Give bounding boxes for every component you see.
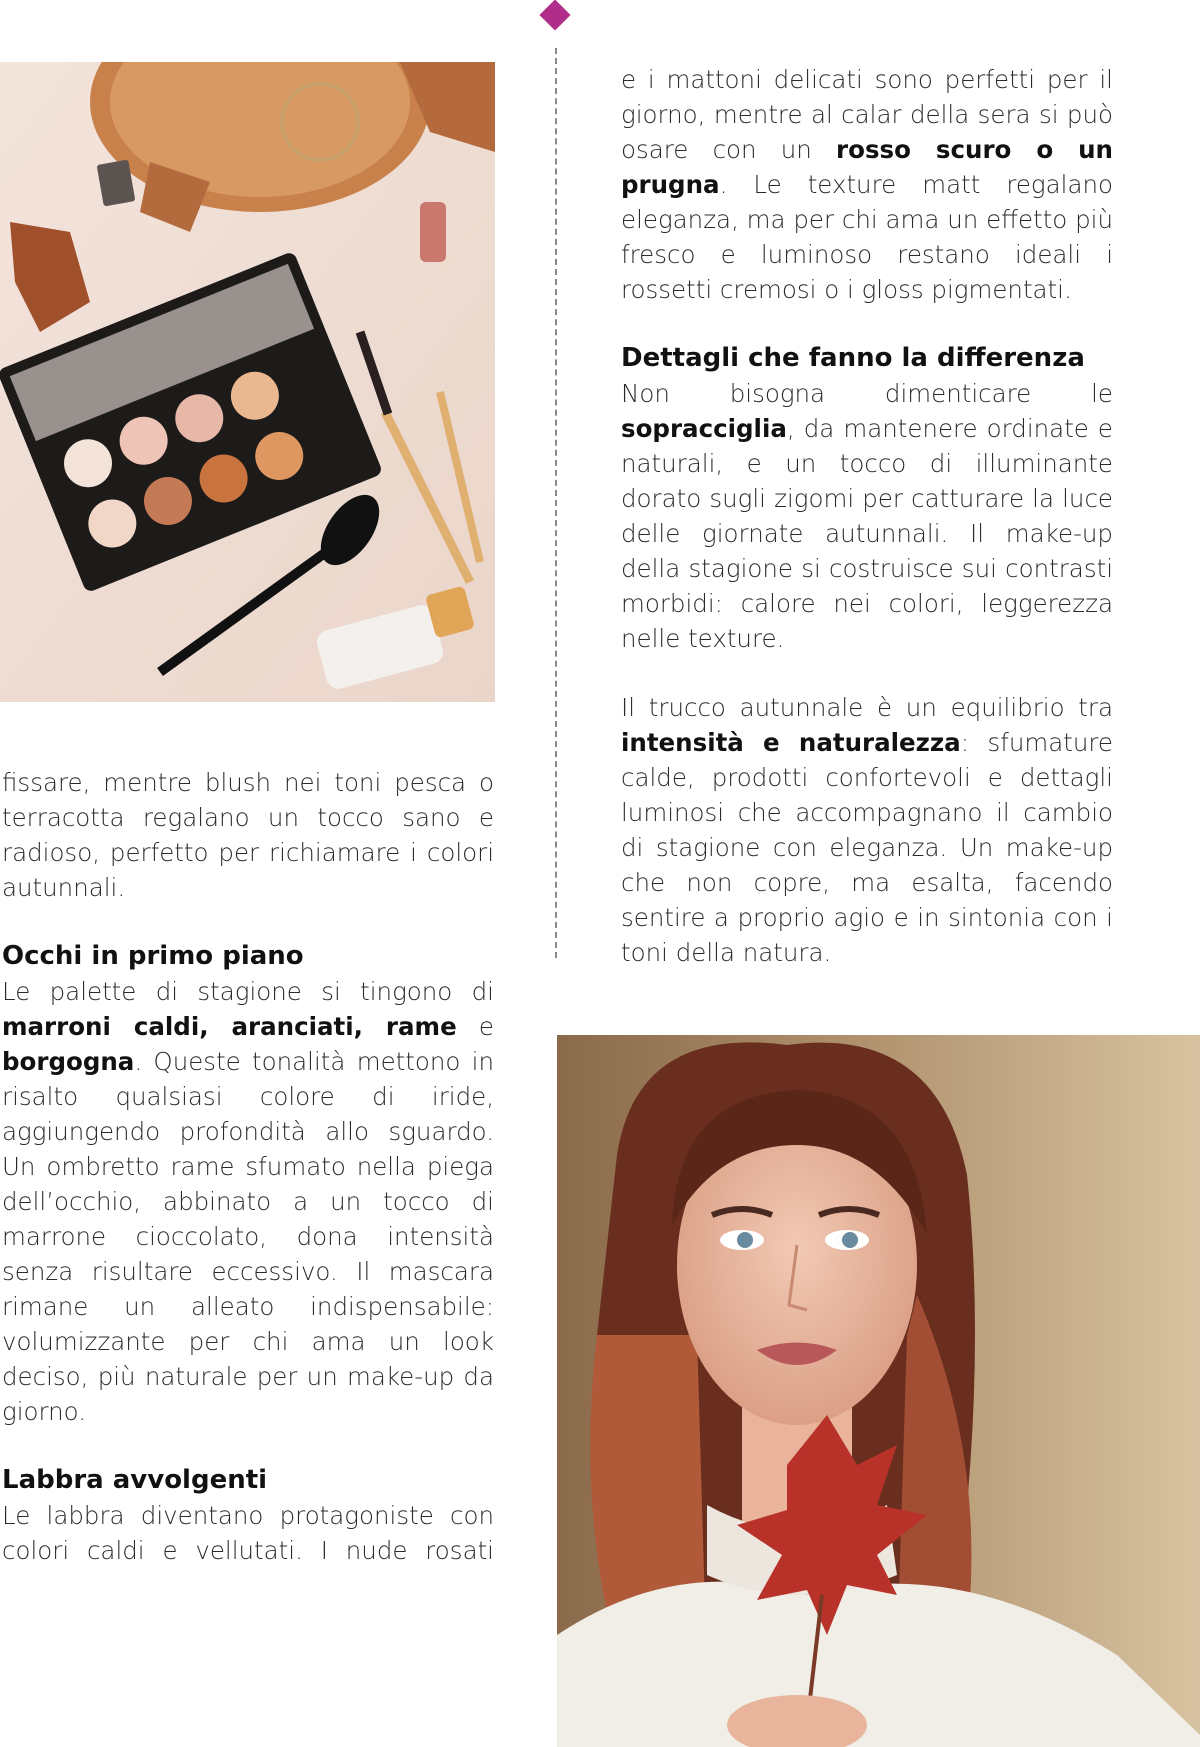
decorative-diamond-icon [539,0,570,31]
intro-paragraph: fissare, mentre blush nei toni pesca o terracotta regalano un tocco sano e radioso, perfetto per richiamare i colori autunnali. [2,768,494,902]
lips-paragraph: Le labbra diventano protagoniste con colori caldi e vellutati. I nude rosati [2,1501,494,1565]
conclusion-paragraph: Il trucco autunnale è un equilibrio tra intensità e naturalezza: sfumature calde, prodotti confortevoli e dettagli luminosi che accompagnano il cambio di stagione con eleganza. Un make-up che non copre, ma esalta, facendo sentire a proprio agio e in sintonia con i toni della natura. [621,693,1113,967]
eyes-paragraph: Le palette di stagione si tingono di marroni caldi, aranciati, rame e borgogna. Queste tonalità mettono in risalto qualsiasi colore di iride, aggiungendo profondità allo sguardo. Un ombretto rame sfumato nella piega dell’occhio, abbinato a un tocco di marrone cioccolato, dona intensità senza risultare eccessivo. Il mascara rimane un alleato indispensabile: volumizzante per chi ama un look deciso, più naturale per un make-up da giorno. [2,977,494,1426]
woman-autumn-portrait-photo [557,1035,1200,1747]
left-text-column [2,765,494,1568]
lips-continued-paragraph: e i mattoni delicati sono perfetti per il giorno, mentre al calar della sera si può osare con un rosso scuro o un prugna. Le texture matt regalano eleganza, ma per chi ama un effetto più fresco e luminoso restano ideali i rossetti cremosi o i gloss pigmentati. [621,65,1113,304]
details-heading: Dettagli che fanno la differenza [621,343,1085,373]
eyes-heading: Occhi in primo piano [2,941,304,971]
right-text-column [621,62,1113,970]
lips-heading: Labbra avvolgenti [2,1465,268,1495]
column-divider [555,48,557,958]
details-paragraph: Non bisogna dimenticare le sopracciglia, da mantenere ordinate e naturali, e un tocco di illuminante dorato sugli zigomi per catturare la luce delle giornate autunnali. Il make-up della stagione si costruisce sui contrasti morbidi: calore nei colori, leggerezza nelle texture. [621,379,1113,653]
makeup-palette-photo [0,62,495,702]
